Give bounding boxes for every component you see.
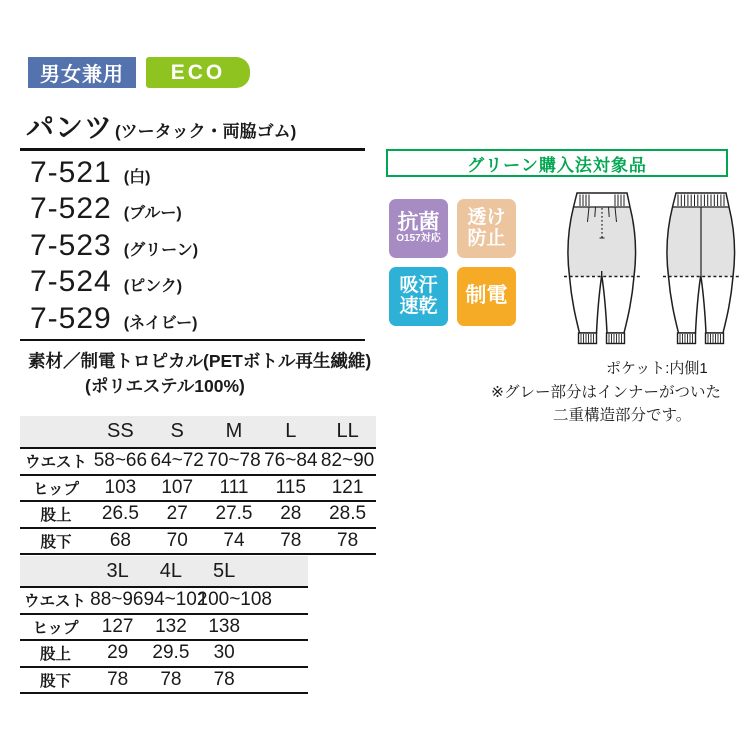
feature-badge-sweat-absorb-quick-dry: 吸汗 速乾 (389, 267, 448, 326)
material-line1: 素材／制電トロピカル(PETボトル再生繊維) (28, 351, 372, 371)
pants-front-illustration (564, 193, 642, 344)
table-row-hip: ヒップ 127 132 138 (20, 615, 308, 642)
pocket-note: ポケット:内側1 (606, 360, 708, 377)
gray-area-note-line1: ※グレー部分はインナーがついた (491, 384, 721, 401)
product-code-item (30, 229, 198, 265)
product-color: (ネイビー) (123, 314, 198, 332)
table-row-rise: 股上 26.5 27 27.5 28 28.5 (20, 502, 376, 529)
product-code: 7-524 (30, 265, 112, 299)
eco-badge: ECO (146, 57, 250, 88)
product-code-item (30, 192, 198, 228)
table-row-inseam: 股下 78 78 78 (20, 668, 308, 695)
material-line2: (ポリエステル100%) (85, 376, 245, 396)
gray-area-note-line2: 二重構造部分です。 (553, 407, 692, 424)
feature-badge-antistatic: 制電 (457, 267, 516, 326)
material-info (28, 349, 371, 399)
table-row-waist: ウエスト 58~66 64~72 70~78 76~84 82~90 (20, 449, 376, 476)
size-table-header: 3L 4L 5L (20, 556, 308, 588)
product-code: 7-529 (30, 301, 112, 335)
table-row-inseam: 股下 68 70 74 78 78 (20, 529, 376, 556)
divider-codes-bottom (20, 339, 365, 341)
pants-back-illustration (663, 193, 741, 344)
divider-top (20, 148, 365, 151)
product-code-item (30, 265, 198, 301)
table-row-hip: ヒップ 103 107 111 115 121 (20, 476, 376, 503)
product-code: 7-521 (30, 156, 112, 189)
product-code-item (30, 302, 198, 338)
size-table-main (20, 416, 376, 555)
product-code-item (30, 156, 198, 192)
product-title: パンツ (26, 112, 114, 143)
product-subtitle: (ツータック・両脇ゴム) (115, 122, 297, 141)
product-color: (ピンク) (123, 278, 183, 296)
product-color: (白) (123, 169, 151, 186)
product-code-list (30, 156, 198, 338)
pants-illustration (552, 181, 748, 356)
product-color: (ブルー) (123, 205, 182, 223)
product-code: 7-523 (30, 228, 112, 262)
feature-badge-see-through-prevention: 透け 防止 (457, 199, 516, 258)
product-title-row (26, 106, 296, 146)
green-purchase-label: グリーン購入法対象品 (386, 149, 728, 177)
product-color: (グリーン) (123, 241, 199, 259)
feature-badge-antibacterial: 抗菌 O157対応 (389, 199, 448, 258)
table-row-rise: 股上 29 29.5 30 (20, 641, 308, 668)
size-table-large (20, 556, 308, 694)
table-row-waist: ウエスト 88~96 94~102 100~108 (20, 588, 308, 615)
product-code: 7-522 (30, 192, 112, 226)
size-table-header: SS S M L LL (20, 416, 376, 449)
unisex-badge: 男女兼用 (28, 57, 136, 88)
